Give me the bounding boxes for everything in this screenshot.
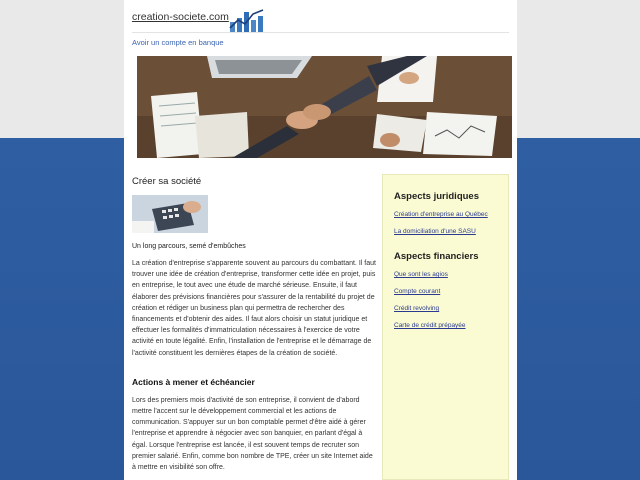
sidebar-link-compte-courant[interactable]: Compte courant [394,288,441,295]
sidebar-link-creation-quebec[interactable]: Création d'entreprise au Québec [394,211,488,218]
business-handshake-illustration [137,56,512,158]
intro-paragraph: La création d'entreprise s'apparente souvent au parcours du combattant. Il faut trouver une idée de création d'entreprise, transformer cette idée en projet, puis en entreprise, le tout avec une étude de marché sérieuse. Ensuite, il faut élaborer des prévisions financières pour s'assurer de la rentabilité du projet de création et rédiger un business plan qui permettra de rechercher des financements et d'obtenir des aides. Il faut alors choisir un statut juridique et effectuer les formalités d'immatriculation nécessaires à l'exercice de votre activité en toute légalité. Enfin, l'installation de l'entreprise et le démarrage de l'activité constituent les dernières étapes de la création de société. [132,260,376,357]
page-container [124,0,517,480]
actions-paragraph: Lors des premiers mois d'activité de son entreprise, il convient de d'abord mettre l'accent sur le développement commercial et les actions de communication. S'appuyer sur un bon comptable permet d'être aidé à gérer l'entreprise et apprendre à négocier avec son banquier, en parlant d'égal à égal. Lorsque l'entreprise est lancée, il est souvent temps de recruter son premier salarié. Enfin, comme bon nombre de TPE, créer un site Internet aide à mettre en visibilité son offre. [132,396,373,472]
hero-banner-image [137,56,512,158]
bar-chart-logo-icon[interactable] [229,8,265,32]
sidebar-link-domiciliation-sasu[interactable]: La domiciliation d'une SASU [394,228,476,235]
section-tagline: Un long parcours, semé d'embûches [132,243,246,250]
section-heading-actions: Actions à mener et échéancier [132,376,255,387]
sidebar-link-carte-prepayee[interactable]: Carte de crédit prépayée [394,322,466,329]
sidebar-heading-financiers: Aspects financiers [394,251,479,262]
main-content [132,176,377,473]
sidebar-link-agios[interactable]: Que sont les agios [394,271,448,278]
page-title: Créer sa société [132,176,202,187]
calculator-icon [132,195,208,233]
sidebar-heading-juridiques: Aspects juridiques [394,191,479,202]
nav-link-compte-banque[interactable]: Avoir un compte en banque [132,38,224,47]
sidebar-link-credit-revolving[interactable]: Crédit revolving [394,305,440,312]
site-name-link[interactable]: creation-societe.com [132,11,229,23]
sidebar [382,174,509,480]
calculator-thumbnail-image [132,195,208,233]
header-divider [132,32,509,33]
